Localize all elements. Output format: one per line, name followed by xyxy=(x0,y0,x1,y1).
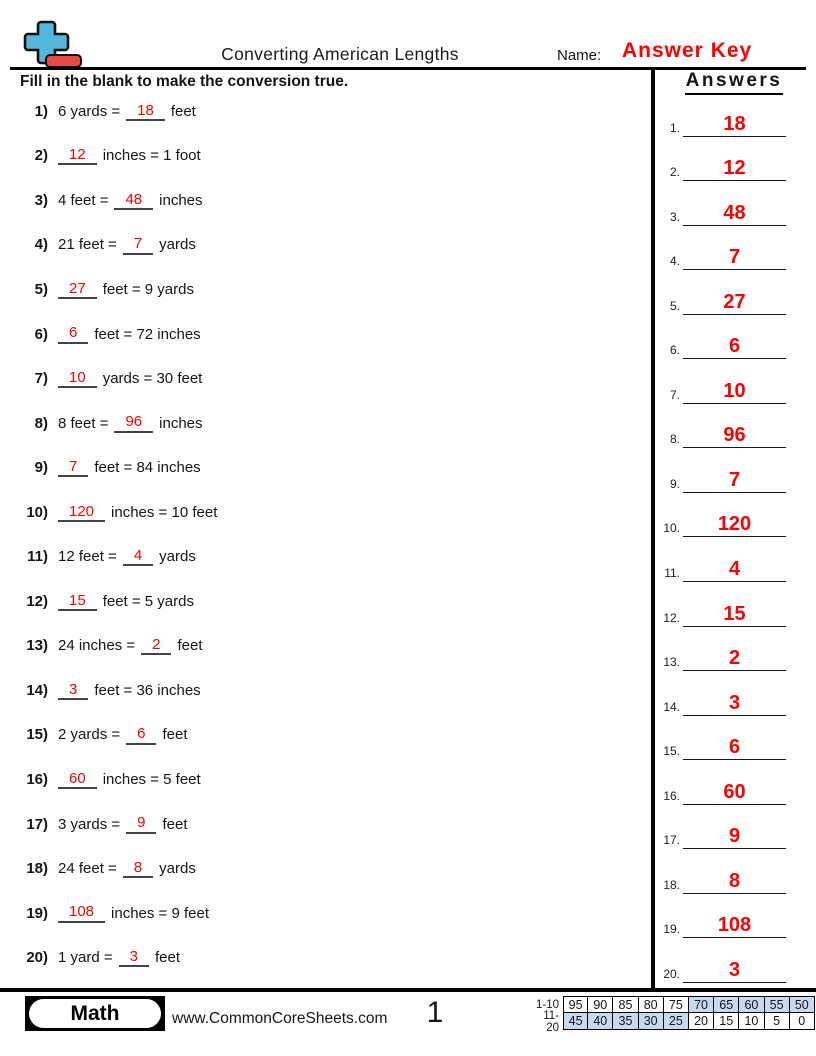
answer-item xyxy=(656,448,812,493)
answer-item-value: 7 xyxy=(683,469,786,493)
answer-item xyxy=(656,671,812,716)
answer-item-value: 8 xyxy=(683,870,786,894)
answer-item xyxy=(656,315,812,360)
answer-item-value: 6 xyxy=(683,335,786,359)
answer-item xyxy=(656,493,812,538)
problem-text-post: yards xyxy=(159,860,196,878)
problem-text-post: feet xyxy=(154,949,180,967)
grade-row-label: 1-10 xyxy=(535,998,559,1011)
problem-text-post: feet xyxy=(162,815,188,833)
answer-blank: 6 xyxy=(58,324,88,343)
name-label: Name: xyxy=(557,47,602,64)
problem-number: 19) xyxy=(26,904,48,922)
answer-item-number: 3. xyxy=(669,209,680,224)
answer-item-number: 13. xyxy=(663,655,680,670)
answers-title: Answers xyxy=(658,70,810,95)
answer-blank: 2 xyxy=(141,636,171,655)
problem-row xyxy=(18,490,618,535)
answer-blank: 96 xyxy=(114,413,153,432)
answer-blank: 48 xyxy=(114,191,153,210)
problem-text-post: feet xyxy=(170,102,196,120)
answer-item-value: 12 xyxy=(683,157,786,181)
answer-item-number: 1. xyxy=(669,120,680,135)
problem-text-pre: 1 yard = xyxy=(58,949,113,967)
grade-cell: 5 xyxy=(765,1013,790,1030)
problem-text-pre: 21 feet = xyxy=(58,236,117,254)
answer-item xyxy=(656,92,812,137)
answer-item-value: 2 xyxy=(683,647,786,671)
answer-item-number: 6. xyxy=(669,343,680,358)
answer-item-number: 17. xyxy=(663,833,680,848)
problem-text-post: feet = 5 yards xyxy=(102,592,194,610)
answer-blank: 8 xyxy=(123,859,153,878)
problem-row xyxy=(18,534,618,579)
problem-text-post: inches = 9 feet xyxy=(111,904,210,922)
answer-blank: 10 xyxy=(58,369,97,388)
problem-row xyxy=(18,223,618,268)
problem-number: 3) xyxy=(34,191,48,209)
page-title: Converting American Lengths xyxy=(221,44,459,64)
problem-text-pre: 24 feet = xyxy=(58,860,117,878)
problem-text-post: inches xyxy=(159,191,203,209)
answer-item xyxy=(656,226,812,271)
answer-item-value: 120 xyxy=(683,513,786,537)
problem-text-post: feet xyxy=(177,637,203,655)
problem-text-post: inches = 10 feet xyxy=(111,503,218,521)
grade-cell: 40 xyxy=(588,1013,613,1030)
grade-row xyxy=(531,996,815,1013)
problem-row xyxy=(18,624,618,669)
grade-row-label: 11-20 xyxy=(543,1009,559,1034)
problem-number: 20) xyxy=(26,949,48,967)
answer-item-value: 96 xyxy=(683,424,786,448)
answer-blank: 15 xyxy=(58,592,97,611)
answer-item-number: 11. xyxy=(664,566,680,581)
answer-item xyxy=(656,849,812,894)
answer-blank: 60 xyxy=(58,770,97,789)
answer-item xyxy=(656,716,812,761)
answer-blank: 108 xyxy=(58,903,105,922)
problem-row xyxy=(18,312,618,357)
problem-number: 6) xyxy=(34,325,48,343)
problem-number: 12) xyxy=(26,592,48,610)
answer-item-value: 18 xyxy=(683,113,786,137)
answer-blank: 12 xyxy=(58,146,97,165)
answer-key-label: Answer Key xyxy=(622,39,753,62)
answer-item xyxy=(656,760,812,805)
problem-row xyxy=(18,846,618,891)
answer-item xyxy=(656,894,812,939)
problem-row xyxy=(18,802,618,847)
answer-item-value: 15 xyxy=(683,603,786,627)
answer-item xyxy=(656,270,812,315)
problem-text-pre: 8 feet = xyxy=(58,414,109,432)
answer-item xyxy=(656,938,812,983)
grade-cell: 45 xyxy=(563,1013,588,1030)
grade-cell: 15 xyxy=(714,1013,739,1030)
problem-text-post: feet = 72 inches xyxy=(94,325,201,343)
answer-item-number: 5. xyxy=(669,298,680,313)
grade-cell: 0 xyxy=(790,1013,815,1030)
answer-blank: 27 xyxy=(58,280,97,299)
problem-number: 4) xyxy=(34,236,48,254)
problem-number: 10) xyxy=(26,503,48,521)
problem-text-post: feet = 84 inches xyxy=(94,459,201,477)
grade-cell: 70 xyxy=(689,996,714,1013)
answer-blank: 9 xyxy=(126,814,156,833)
problem-text-post: inches xyxy=(159,414,203,432)
instruction-text: Fill in the blank to make the conversion true. xyxy=(20,73,349,90)
grade-row xyxy=(531,1009,815,1034)
answer-item-number: 19. xyxy=(663,922,680,937)
website-text: www.CommonCoreSheets.com xyxy=(172,1010,388,1027)
problem-row xyxy=(18,134,618,179)
problem-row xyxy=(18,445,618,490)
answer-blank: 120 xyxy=(58,503,105,522)
answer-item-number: 15. xyxy=(663,744,680,759)
grade-cell: 75 xyxy=(664,996,689,1013)
answer-item-value: 4 xyxy=(683,558,786,582)
page-number: 1 xyxy=(426,996,444,1029)
grade-cell: 95 xyxy=(563,996,588,1013)
answer-item-number: 18. xyxy=(663,877,680,892)
problem-row xyxy=(18,401,618,446)
problem-text-post: feet = 36 inches xyxy=(94,681,201,699)
problem-row xyxy=(18,935,618,980)
answer-item xyxy=(656,582,812,627)
footer-rule xyxy=(0,988,816,992)
grade-cell: 35 xyxy=(613,1013,638,1030)
column-divider xyxy=(651,70,655,989)
grade-cell: 60 xyxy=(739,996,764,1013)
problem-number: 16) xyxy=(26,770,48,788)
problem-number: 2) xyxy=(34,147,48,165)
problem-number: 9) xyxy=(34,459,48,477)
grade-cell: 25 xyxy=(664,1013,689,1030)
problem-text-pre: 6 yards = xyxy=(58,102,121,120)
grade-cell: 80 xyxy=(639,996,664,1013)
answer-item-number: 9. xyxy=(669,476,680,491)
problems-list xyxy=(18,89,618,980)
grade-cell: 30 xyxy=(639,1013,664,1030)
answer-item xyxy=(656,537,812,582)
answer-item xyxy=(656,181,812,226)
grade-cell: 50 xyxy=(790,996,815,1013)
problem-row xyxy=(18,89,618,134)
answer-item-number: 8. xyxy=(669,432,680,447)
problem-text-post: yards xyxy=(159,548,196,566)
grade-cell: 85 xyxy=(613,996,638,1013)
problem-number: 15) xyxy=(26,726,48,744)
answer-item xyxy=(656,805,812,850)
problem-number: 8) xyxy=(34,414,48,432)
problem-text-pre: 24 inches = xyxy=(58,637,136,655)
answer-item xyxy=(656,137,812,182)
answer-blank: 3 xyxy=(119,948,149,967)
answer-item-value: 60 xyxy=(683,781,786,805)
answer-item-value: 3 xyxy=(683,959,786,983)
grade-cell: 10 xyxy=(739,1013,764,1030)
answer-item-value: 108 xyxy=(683,914,786,938)
problem-number: 7) xyxy=(34,370,48,388)
answer-blank: 6 xyxy=(126,725,156,744)
problem-row xyxy=(18,579,618,624)
problem-row xyxy=(18,668,618,713)
grade-cell: 90 xyxy=(588,996,613,1013)
problem-number: 11) xyxy=(27,548,48,566)
answer-item-value: 9 xyxy=(683,825,786,849)
answer-item-number: 16. xyxy=(663,788,680,803)
problem-text-post: inches = 5 feet xyxy=(102,770,201,788)
answer-item-value: 7 xyxy=(683,246,786,270)
problem-text-post: inches = 1 foot xyxy=(102,147,201,165)
problem-text-pre: 2 yards = xyxy=(58,726,121,744)
problem-text-post: yards xyxy=(159,236,196,254)
answer-blank: 7 xyxy=(123,235,153,254)
answer-item xyxy=(656,627,812,672)
answer-item-value: 10 xyxy=(683,380,786,404)
problem-row xyxy=(18,178,618,223)
problem-text-post: feet xyxy=(162,726,188,744)
answer-item-number: 10. xyxy=(663,521,680,536)
problem-row xyxy=(18,757,618,802)
problem-text-pre: 3 yards = xyxy=(58,815,121,833)
answer-item-number: 7. xyxy=(669,387,680,402)
answers-list xyxy=(656,92,812,983)
subject-badge xyxy=(25,996,165,1031)
problem-text-post: yards = 30 feet xyxy=(102,370,203,388)
problem-row xyxy=(18,267,618,312)
problem-number: 18) xyxy=(26,860,48,878)
problem-number: 5) xyxy=(34,280,48,298)
grade-cell: 55 xyxy=(765,996,790,1013)
answer-blank: 3 xyxy=(58,681,88,700)
answer-item-number: 20. xyxy=(663,966,680,981)
problem-row xyxy=(18,713,618,758)
answer-item-value: 3 xyxy=(683,692,786,716)
grade-cell: 65 xyxy=(714,996,739,1013)
problem-text-post: feet = 9 yards xyxy=(102,280,194,298)
answer-blank: 7 xyxy=(58,458,88,477)
answer-item-number: 14. xyxy=(663,699,680,714)
answer-item xyxy=(656,404,812,449)
answer-item-value: 48 xyxy=(683,202,786,226)
answer-item-value: 6 xyxy=(683,736,786,760)
answer-blank: 4 xyxy=(123,547,153,566)
answer-item-number: 2. xyxy=(669,165,680,180)
problem-number: 14) xyxy=(26,681,48,699)
answer-item-number: 4. xyxy=(669,254,680,269)
problem-number: 17) xyxy=(26,815,48,833)
answer-item xyxy=(656,359,812,404)
grade-table xyxy=(531,996,815,1034)
problem-text-pre: 12 feet = xyxy=(58,548,117,566)
problem-number: 1) xyxy=(34,102,48,120)
problem-row xyxy=(18,891,618,936)
answer-item-number: 12. xyxy=(663,610,680,625)
answer-item-value: 27 xyxy=(683,291,786,315)
subject-badge-label: Math xyxy=(29,999,161,1028)
grade-cell: 20 xyxy=(689,1013,714,1030)
answer-blank: 18 xyxy=(126,102,165,121)
problem-number: 13) xyxy=(26,637,48,655)
problem-text-pre: 4 feet = xyxy=(58,191,109,209)
problem-row xyxy=(18,356,618,401)
